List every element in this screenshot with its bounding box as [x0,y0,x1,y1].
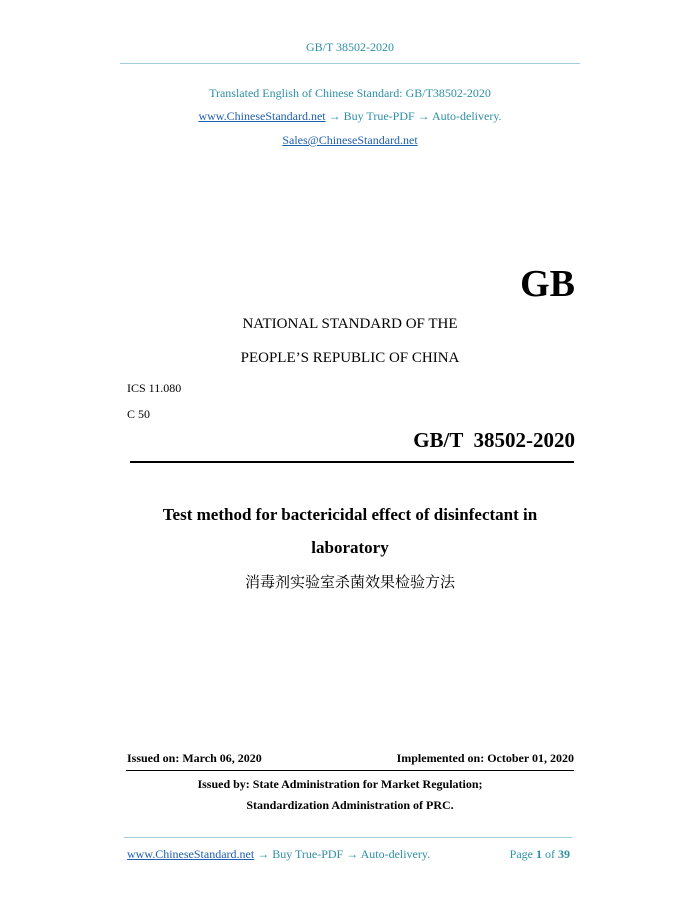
ccs-code: C 50 [127,407,151,421]
footer-divider [124,837,572,838]
page-of: of [545,847,555,861]
gb-logo: GB [520,263,575,305]
title-chinese: 消毒剂实验室杀菌效果检验方法 [244,575,455,591]
national-standard-line1: NATIONAL STANDARD OF THE [242,316,458,332]
translation-notice-line3 [0,133,700,148]
title-english-line2: laboratory [311,538,389,557]
standard-number-divider [130,461,574,463]
implemented-date: Implemented on: October 01, 2020 [396,751,574,765]
sales-email-link[interactable]: Sales@ChineseStandard.net [282,133,418,147]
footer-site-link[interactable]: www.ChineseStandard.net [127,847,255,861]
buy-pdf-text: → Buy True-PDF → Auto-delivery. [325,109,502,123]
issuer-line1: Issued by: State Administration for Market Regulation; [197,777,483,791]
footer-promo [127,847,430,862]
national-standard-line2: PEOPLE’S REPUBLIC OF CHINA [240,350,460,366]
title-english-line1: Test method for bactericidal effect of disinfectant in [162,505,538,524]
ics-code: ICS 11.080 [127,381,182,395]
page-label: Page [509,847,533,861]
translation-notice-line1: Translated English of Chinese Standard: GB/T38502-2020 [209,86,491,100]
page-current: 1 [536,847,542,861]
footer-buy-text: → Buy True-PDF → Auto-delivery. [254,847,431,861]
translation-notice-line2 [0,109,700,124]
issuer-line2: Standardization Administration of PRC. [246,798,454,812]
page-indicator [450,847,570,862]
issued-date: Issued on: March 06, 2020 [127,751,262,765]
standard-number: GB/T 38502-2020 [413,428,575,452]
header-doc-number: GB/T 38502-2020 [305,40,395,54]
page-total: 39 [558,847,570,861]
chinesestandard-site-link[interactable]: www.ChineseStandard.net [198,109,326,123]
header-divider [120,63,580,64]
dates-divider [126,770,574,771]
